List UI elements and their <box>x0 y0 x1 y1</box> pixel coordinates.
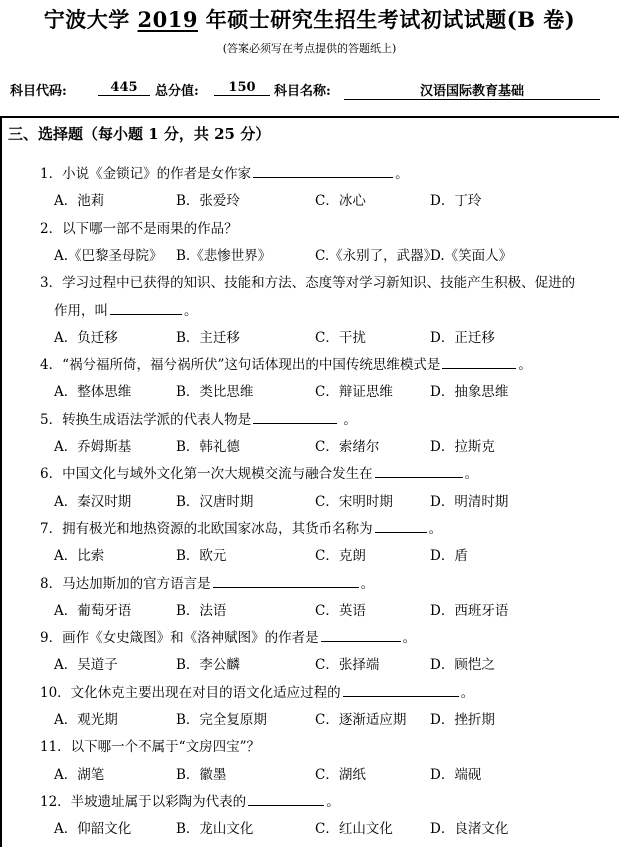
option: D．抽象思维 <box>430 384 509 401</box>
exam-subtitle: (答案必须写在考点提供的答题纸上) <box>222 42 397 55</box>
question-stem <box>40 217 238 237</box>
options-row <box>0 380 619 402</box>
answer-blank <box>343 682 459 697</box>
question-stem-continued <box>0 299 619 321</box>
total-score-value: 150 <box>214 80 270 96</box>
option: A．仰韶文化 <box>54 821 132 838</box>
option: A．乔姆斯基 <box>54 439 132 455</box>
subject-code-value: 445 <box>98 80 150 96</box>
title-year: 2019 <box>137 7 198 32</box>
question-stem-row <box>0 681 619 703</box>
option: C.《永别了，武器》 <box>315 247 438 264</box>
option: D．挫折期 <box>430 712 495 728</box>
question-punct: 。 <box>518 357 532 374</box>
question-stem-row <box>0 517 619 539</box>
option: A．比索 <box>54 548 105 565</box>
question-punct: 。 <box>326 793 340 810</box>
question-text: 12．半坡遗址属于以彩陶为代表的 <box>40 793 247 810</box>
question-punct: 。 <box>339 411 357 428</box>
option: B．法语 <box>176 602 227 619</box>
option: D．拉斯克 <box>430 439 495 455</box>
question-text: 5．转换生成语法学派的代表人物是 <box>40 411 252 428</box>
question-stem-row <box>0 217 619 239</box>
option: A．观光期 <box>54 712 118 728</box>
question-stem <box>40 462 478 482</box>
options-row <box>0 189 619 211</box>
option: B．韩礼德 <box>176 439 240 455</box>
options-row <box>0 708 619 730</box>
option: B．李公麟 <box>176 657 240 674</box>
question-punct: 。 <box>460 684 475 701</box>
question-text: 1．小说《金锁记》的作者是女作家 <box>40 166 252 182</box>
title-prefix: 宁波大学 <box>43 7 138 32</box>
answer-blank <box>375 518 427 533</box>
section-title: 三、选择题（每小题 1 分，共 25 分） <box>8 125 271 143</box>
option: B．主迁移 <box>176 329 240 346</box>
question-stem-row <box>0 408 619 430</box>
option: C．索绪尔 <box>315 439 380 455</box>
answer-blank <box>253 409 337 424</box>
option: D．明清时期 <box>430 493 509 510</box>
question-stem <box>40 626 416 646</box>
option: C．英语 <box>315 602 366 619</box>
option: D．西班牙语 <box>430 602 509 619</box>
question-punct: 。 <box>184 302 198 319</box>
subject-code-label: 科目代码: <box>10 84 67 99</box>
option: A.《巴黎圣母院》 <box>54 247 163 264</box>
option: B．龙山文化 <box>176 821 254 838</box>
options-row <box>0 599 619 621</box>
options-row <box>0 817 619 839</box>
question-punct: 。 <box>395 166 409 182</box>
question-stem-row <box>0 162 619 184</box>
option: D．良渚文化 <box>430 821 509 838</box>
option: C．宋明时期 <box>315 493 393 510</box>
question-stem <box>40 572 374 592</box>
question-text: 8．马达加斯加的官方语言是 <box>40 575 211 592</box>
answer-blank <box>321 627 401 642</box>
answer-blank <box>442 354 516 369</box>
option: B.《悲惨世界》 <box>176 247 272 264</box>
question-text: 作用，叫 <box>54 302 108 319</box>
question-stem <box>40 790 340 810</box>
question-text: 2．以下哪一部不是雨果的作品？ <box>40 220 238 237</box>
option: B．完全复原期 <box>176 712 267 728</box>
option: C．冰心 <box>315 193 366 210</box>
option: B．欧元 <box>176 548 227 565</box>
question-stem <box>54 299 198 319</box>
option: D．正迁移 <box>430 329 495 346</box>
question-stem-row <box>0 790 619 812</box>
option: D．顾恺之 <box>430 657 495 674</box>
subject-name-value: 汉语国际教育基础 <box>344 80 600 100</box>
question-stem-row <box>0 271 619 293</box>
question-stem-row <box>0 626 619 648</box>
option: A．吴道子 <box>54 657 118 674</box>
option: A．葡萄牙语 <box>54 602 132 619</box>
option: C．干扰 <box>315 329 366 346</box>
option: D．盾 <box>430 548 468 565</box>
answer-blank <box>213 573 359 588</box>
option: A．池莉 <box>54 193 105 210</box>
options-row <box>0 435 619 457</box>
subject-name-label: 科目名称: <box>274 84 331 99</box>
question-stem <box>40 681 474 701</box>
option: A．整体思维 <box>54 384 132 401</box>
options-row <box>0 244 619 266</box>
question-text: 7．拥有极光和地热资源的北欧国家冰岛，其货币名称为 <box>40 520 373 537</box>
total-score-label: 总分值: <box>155 84 199 99</box>
option: D．丁玲 <box>430 193 482 210</box>
option: C．红山文化 <box>315 821 393 838</box>
options-row <box>0 544 619 566</box>
question-stem-row <box>0 353 619 375</box>
answer-blank <box>253 163 393 178</box>
option: C．张择端 <box>315 657 380 674</box>
question-stem <box>40 735 260 755</box>
options-row <box>0 763 619 785</box>
question-stem <box>40 408 357 428</box>
option: C．湖纸 <box>315 766 366 783</box>
answer-blank <box>110 300 182 315</box>
option: D.《笑面人》 <box>430 247 513 264</box>
option: C．克朗 <box>315 548 366 565</box>
options-row <box>0 326 619 348</box>
question-punct: 。 <box>428 520 443 537</box>
options-row <box>0 653 619 675</box>
option: D．端砚 <box>430 766 482 783</box>
question-stem-row <box>0 735 619 757</box>
question-stem-row <box>0 572 619 594</box>
option: C．辩证思维 <box>315 384 393 401</box>
question-text: 10．文化休克主要出现在对目的语文化适应过程的 <box>40 684 341 701</box>
option: B．张爱玲 <box>176 193 240 210</box>
option: B．徽墨 <box>176 766 227 783</box>
answer-blank <box>248 791 324 806</box>
question-text: 11．以下哪一个不属于“文房四宝”？ <box>40 739 260 756</box>
question-stem <box>40 353 532 373</box>
option: A．负迁移 <box>54 329 118 346</box>
question-stem <box>40 271 575 291</box>
question-stem <box>40 162 409 182</box>
option: C．逐渐适应期 <box>315 712 407 728</box>
title-suffix: 年硕士研究生招生考试初试试题(B 卷) <box>198 7 576 32</box>
options-row <box>0 490 619 512</box>
question-punct: 。 <box>360 575 375 592</box>
option: A．湖笔 <box>54 766 105 783</box>
option: B．汉唐时期 <box>176 493 254 510</box>
question-punct: 。 <box>464 466 479 483</box>
option: A．秦汉时期 <box>54 493 132 510</box>
question-stem <box>40 517 442 537</box>
question-punct: 。 <box>402 630 417 647</box>
question-text: 4．“祸兮福所倚，福兮祸所伏”这句话体现出的中国传统思维模式是 <box>40 357 441 374</box>
question-stem-row <box>0 462 619 484</box>
question-text: 9．画作《女史箴图》和《洛神赋图》的作者是 <box>40 630 319 647</box>
option: B．类比思维 <box>176 384 254 401</box>
question-text: 3．学习过程中已获得的知识、技能和方法、态度等对学习新知识、技能产生积极、促进的 <box>40 275 576 292</box>
answer-blank <box>375 463 463 478</box>
question-text: 6．中国文化与域外文化第一次大规模交流与融合发生在 <box>40 466 373 483</box>
